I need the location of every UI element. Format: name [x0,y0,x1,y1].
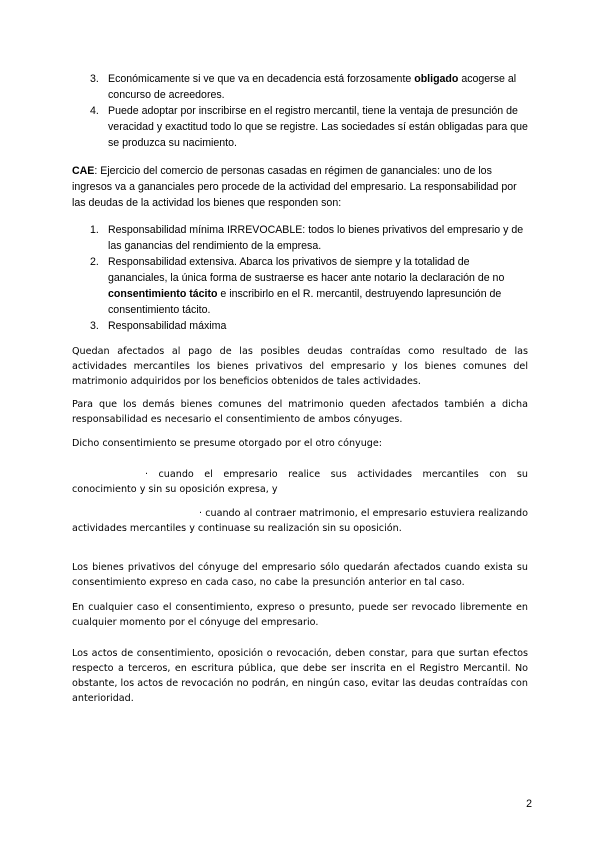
list-item: 1. Responsabilidad mínima IRREVOCABLE: todos lo bienes privativos del empresario y de las ganancias del rendimiento de la empresa. [90,224,524,252]
paragraph-revocation: En cualquier caso el consentimiento, expreso o presunto, puede ser revocado libremente en cualquier momento por el cónyuge del empresario. [72,602,528,628]
numbered-list-responsibility [72,222,528,334]
list-item: 3. Responsabilidad máxima [90,320,227,332]
bullet-item: · cuando el empresario realice sus actividades mercantiles con su conocimiento y sin su oposición expresa, y [72,469,528,495]
numbered-list-top [72,71,528,151]
paragraph-presumed-consent: Dicho consentimiento se presume otorgado por el otro cónyuge: [72,438,383,449]
paragraph-registry: Los actos de consentimiento, oposición o revocación, deben constar, para que surtan efectos respecto a terceros, en escritura pública, que debe ser inscrita en el Registro Mercantil. No obstante, los actos de revocación no podrán, en ningún caso, evitar las deudas contraídas con anterioridad. [72,648,528,704]
list-item: 4. Puede adoptar por inscribirse en el registro mercantil, tiene la ventaja de presunción de veracidad y exactitud todo lo que se registre. Las sociedades sí están obligadas para que se produzca su nacimiento. [90,105,528,149]
cae-paragraph: CAE: Ejercicio del comercio de personas casadas en régimen de gananciales: uno de los ingresos va a gananciales pero procede de la actividad del empresario. La responsabilidad por las deudas de la actividad los bienes que responden son: [72,165,517,209]
paragraph-affected-assets: Quedan afectados al pago de las posibles deudas contraídas como resultado de las actividades mercantiles los bienes privativos del empresario y los bienes comunes del matrimonio adquiridos por los beneficios obtenidos de tales actividades. [72,346,528,387]
page-number: 2 [526,798,532,810]
paragraph-common-assets: Para que los demás bienes comunes del matrimonio queden afectados también a dicha responsabilidad es necesario el consentimiento de ambos cónyuges. [72,399,528,425]
paragraph-private-assets: Los bienes privativos del cónyuge del empresario sólo quedarán afectados cuando exista su consentimiento expreso en cada caso, no cabe la presunción anterior en tal caso. [72,562,528,588]
list-item: 2. Responsabilidad extensiva. Abarca los privativos de siempre y la totalidad de gananciales, la única forma de sustraerse es hacer ante notario la declaración de no consentimiento tácito e inscribirlo en el R. mercantil, destruyendo lapresunción de consentimiento tácito. [90,256,505,316]
bullet-item: · cuando al contraer matrimonio, el empresario estuviera realizando actividades mercantiles y continuase su realización sin su oposición. [72,508,528,534]
cae-term: CAE [72,165,95,177]
list-item: 3. Económicamente si ve que va en decadencia está forzosamente obligado acogerse al concurso de acreedores. [90,73,517,101]
